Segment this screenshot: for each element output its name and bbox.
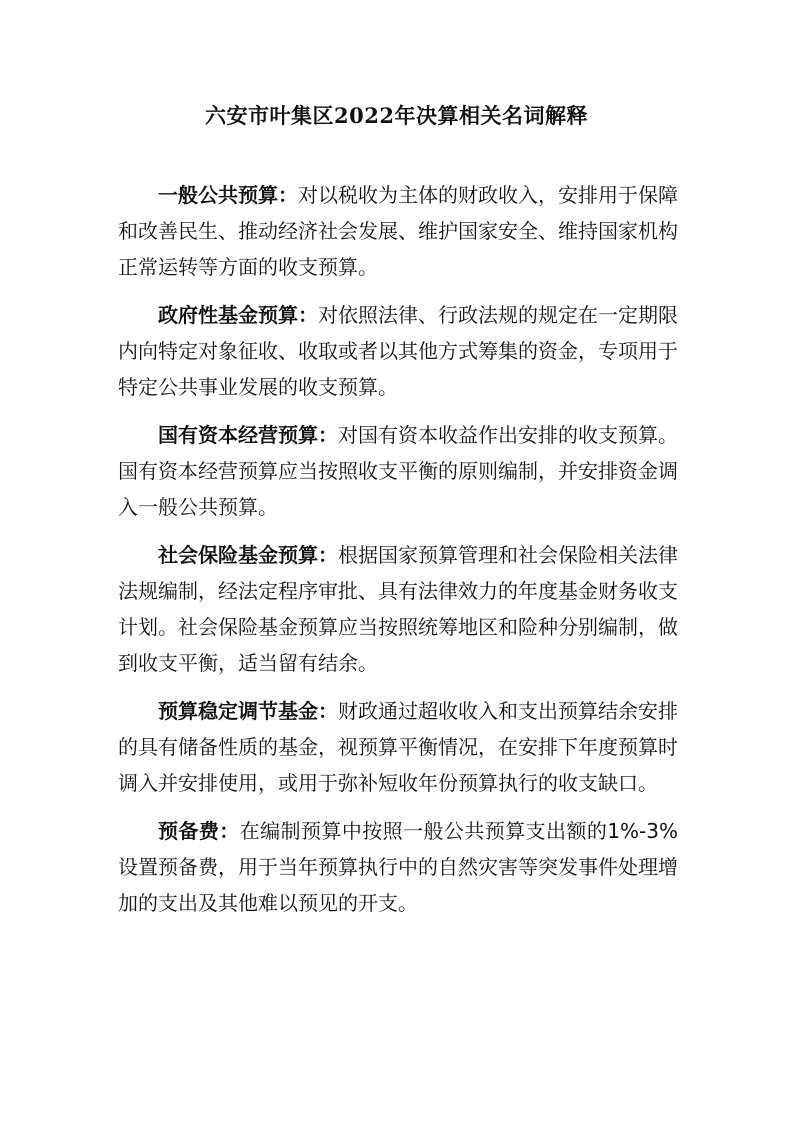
paragraph-government-fund-budget (118, 297, 678, 405)
document-body (118, 177, 678, 933)
term-label: 社会保险基金预算： (158, 543, 338, 567)
term-label: 预算稳定调节基金： (158, 699, 338, 723)
term-definition: 对以税收为主体的财政收入，安排用于保障和改善民生、推动经济社会发展、维护国家安全、维持国家机构正常运转等方面的收支预算。 (118, 183, 678, 279)
term-label: 预备费： (158, 819, 240, 843)
term-definition: 对依照法律、行政法规的规定在一定期限内向特定对象征收、收取或者以其他方式筹集的资金，专项用于特定公共事业发展的收支预算。 (118, 303, 678, 399)
page-title: 六安市叶集区2022年决算相关名词解释 (205, 103, 588, 128)
paragraph-social-insurance-budget (118, 537, 678, 681)
paragraph-budget-stabilization-fund (118, 693, 678, 801)
paragraph-state-capital-budget (118, 417, 678, 525)
term-definition: 根据国家预算管理和社会保险相关法律法规编制，经法定程序审批、具有法律效力的年度基金财务收支计划。社会保险基金预算应当按照统筹地区和险种分别编制，做到收支平衡，适当留有结余。 (118, 543, 678, 675)
term-label: 国有资本经营预算： (158, 423, 338, 447)
term-label: 一般公共预算： (158, 183, 298, 207)
term-definition: 对国有资本收益作出安排的收支预算。国有资本经营预算应当按照收支平衡的原则编制，并安排资金调入一般公共预算。 (118, 423, 678, 519)
term-definition: 财政通过超收收入和支出预算结余安排的具有储备性质的基金，视预算平衡情况，在安排下年度预算时调入并安排使用，或用于弥补短收年份预算执行的收支缺口。 (118, 699, 678, 795)
term-definition: 在编制预算中按照一般公共预算支出额的1%-3%设置预备费，用于当年预算执行中的自然灾害等突发事件处理增加的支出及其他难以预见的开支。 (118, 819, 678, 915)
paragraph-reserve-fund (118, 813, 678, 921)
paragraph-general-public-budget (118, 177, 678, 285)
term-label: 政府性基金预算： (158, 303, 318, 327)
